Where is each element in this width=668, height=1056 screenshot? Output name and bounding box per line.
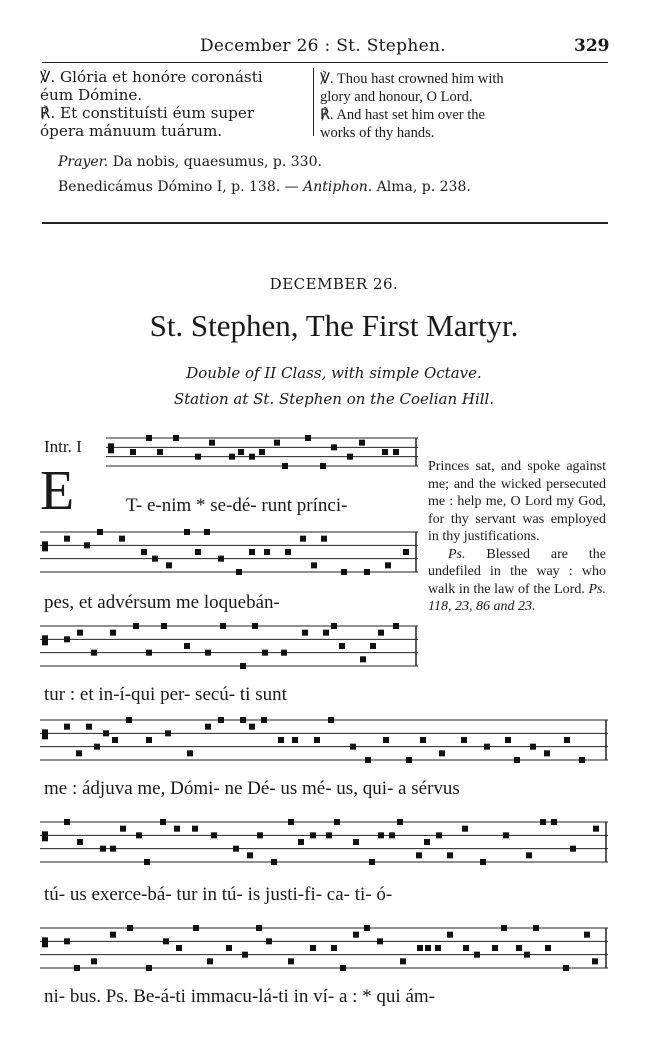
psalm-label: Ps.	[448, 546, 466, 562]
neume	[300, 536, 306, 542]
neume	[579, 757, 585, 763]
neume	[91, 958, 97, 964]
neume	[240, 663, 246, 669]
neume	[133, 623, 139, 629]
versicle-english-line: works of thy hands.	[320, 125, 435, 141]
neume	[187, 750, 193, 756]
neume	[160, 819, 166, 825]
neume	[370, 643, 376, 649]
neume	[126, 717, 132, 723]
neume	[530, 744, 536, 750]
c-clef	[42, 831, 48, 841]
neume	[369, 859, 375, 865]
neume	[503, 832, 509, 838]
neume	[211, 832, 217, 838]
neume	[146, 737, 152, 743]
versicle-latin-line: ópera mánuum tuárum.	[40, 122, 223, 140]
lyric-line-6: ni- bus. Ps. Be-á-ti immacu-lá-ti in ví- a : * qui ám-	[44, 986, 436, 1007]
neume	[163, 938, 169, 944]
c-clef	[42, 635, 48, 645]
neume	[229, 454, 235, 460]
neume	[420, 737, 426, 743]
versicle-latin-line: éum Dómine.	[40, 86, 143, 104]
neume	[252, 623, 258, 629]
neume	[64, 724, 70, 730]
page-number: 329	[574, 36, 610, 56]
neume	[64, 938, 70, 944]
neume	[492, 945, 498, 951]
neume	[195, 454, 201, 460]
neume	[97, 529, 103, 535]
neume	[347, 454, 353, 460]
versicle-english-line: ℟. And hast set him over the	[320, 107, 485, 123]
neume	[321, 536, 327, 542]
antiphon-text: Alma, p. 238.	[376, 179, 471, 195]
neume	[120, 826, 126, 832]
neume	[278, 737, 284, 743]
neume	[76, 750, 82, 756]
neume	[205, 650, 211, 656]
neume	[436, 832, 442, 838]
feast-station: Station at St. Stephen on the Coelian Hill.	[173, 390, 495, 408]
neume	[439, 750, 445, 756]
versicle-english-line: glory and honour, O Lord.	[320, 89, 473, 105]
lyric-line-3: tur : et in-í-qui per- secú- ti sunt	[44, 684, 287, 705]
neume	[136, 832, 142, 838]
neume	[393, 623, 399, 629]
neume	[152, 556, 158, 562]
neume	[350, 744, 356, 750]
neume	[264, 549, 270, 555]
neume	[592, 958, 598, 964]
neume	[271, 859, 277, 865]
c-clef	[42, 729, 48, 739]
neume	[281, 650, 287, 656]
neume	[526, 852, 532, 858]
neume	[323, 630, 329, 636]
neume	[378, 630, 384, 636]
neume	[144, 859, 150, 865]
neume	[417, 945, 423, 951]
translation-text: Princes sat, and spoke against me; and the wicked persecuted me : help me, O Lord my God, for thy servant was employed in thy justifications.	[428, 459, 606, 544]
neume	[233, 846, 239, 852]
versicle-english	[320, 70, 610, 142]
chant-staff-5	[40, 818, 608, 870]
neume	[184, 529, 190, 535]
c-clef	[108, 443, 114, 453]
translation-psalm	[428, 546, 606, 616]
neume	[385, 562, 391, 568]
neume	[184, 643, 190, 649]
neume	[64, 819, 70, 825]
neume	[524, 952, 530, 958]
neume	[331, 444, 337, 450]
feast-rank: Double of II Class, with simple Octave.	[186, 364, 482, 382]
neume	[424, 839, 430, 845]
psalm-reference: Ps. 118, 23, 86 and 23.	[428, 581, 606, 614]
neume	[249, 724, 255, 730]
neume	[236, 569, 242, 575]
neume	[141, 549, 147, 555]
neume	[84, 542, 90, 548]
neume	[292, 737, 298, 743]
neume	[570, 846, 576, 852]
lyric-line-2: pes, et advérsum me loquebán-	[44, 592, 280, 613]
versicle-latin	[40, 68, 308, 140]
neume	[165, 730, 171, 736]
neume	[435, 945, 441, 951]
neume	[226, 945, 232, 951]
neume	[339, 643, 345, 649]
neume	[146, 965, 152, 971]
neume	[564, 737, 570, 743]
neume	[311, 562, 317, 568]
neume	[584, 932, 590, 938]
neume	[305, 435, 311, 441]
neume	[259, 449, 265, 455]
neume	[340, 965, 346, 971]
c-clef	[42, 541, 48, 551]
lyric-line-5: tú- us exerce-bá- tur in tú- is justi-fi- ca- ti- ó-	[44, 884, 393, 905]
neume	[551, 819, 557, 825]
lyric-line-1: T- e-nim * se-dé- runt prínci-	[126, 495, 348, 516]
neume	[173, 435, 179, 441]
neume	[257, 832, 263, 838]
neume	[302, 630, 308, 636]
initial-letter: E	[40, 460, 75, 522]
versicle-english-line: ℣. Thou hast crowned him with	[320, 71, 504, 87]
neume	[64, 636, 70, 642]
neume	[285, 549, 291, 555]
prayer-line	[58, 154, 322, 170]
prayer-text: Da nobis, quaesumus, p. 330.	[112, 154, 322, 170]
neume	[364, 569, 370, 575]
neume	[157, 449, 163, 455]
neume	[416, 852, 422, 858]
chant-staff-1	[106, 434, 418, 474]
neume	[359, 440, 365, 446]
neume	[130, 449, 136, 455]
neume	[461, 737, 467, 743]
neume	[204, 529, 210, 535]
neume	[377, 938, 383, 944]
feast-title: St. Stephen, The First Martyr.	[149, 308, 519, 343]
column-divider	[313, 68, 314, 136]
neume	[238, 449, 244, 455]
neume	[360, 656, 366, 662]
neume	[192, 826, 198, 832]
neume	[205, 724, 211, 730]
neume	[378, 832, 384, 838]
neume	[462, 826, 468, 832]
chant-staff-6	[40, 924, 608, 976]
chant-staff-3	[40, 622, 418, 674]
lyric-line-4: me : ádjuva me, Dómi- ne Dé- us mé- us, qui- a sérvus	[44, 778, 460, 799]
neume	[207, 958, 213, 964]
neume	[382, 449, 388, 455]
neume	[447, 852, 453, 858]
section-rule	[42, 222, 608, 224]
neume	[161, 623, 167, 629]
neume	[425, 945, 431, 951]
neume	[94, 744, 100, 750]
neume	[393, 449, 399, 455]
neume	[533, 925, 539, 931]
neume	[209, 440, 215, 446]
psalm-text: Blessed are the undefiled in the way : who walk in the law of the Lord.	[428, 546, 607, 597]
versicle-latin-line: ℟. Et constituísti éum super	[40, 104, 255, 122]
neume	[334, 819, 340, 825]
neume	[249, 549, 255, 555]
neume	[364, 925, 370, 931]
neume	[514, 757, 520, 763]
neume	[282, 463, 288, 469]
running-header	[0, 36, 668, 60]
neume	[544, 750, 550, 756]
neume	[166, 562, 172, 568]
neume	[501, 925, 507, 931]
neume	[174, 826, 180, 832]
neume	[146, 435, 152, 441]
neume	[218, 556, 224, 562]
prayer-label: Prayer.	[58, 154, 109, 170]
neume	[262, 650, 268, 656]
neume	[353, 839, 359, 845]
neume	[397, 819, 403, 825]
neume	[389, 832, 395, 838]
neume	[331, 623, 337, 629]
neume	[193, 925, 199, 931]
neume	[365, 757, 371, 763]
chant-staff-2	[40, 528, 418, 580]
neume	[383, 737, 389, 743]
neume	[545, 945, 551, 951]
neume	[403, 549, 409, 555]
neume	[220, 623, 226, 629]
neume	[112, 737, 118, 743]
c-clef	[42, 937, 48, 947]
header-rule	[42, 62, 608, 63]
benedicamus-line	[58, 179, 471, 195]
introit-label: Intr. I	[44, 437, 82, 456]
neume	[516, 945, 522, 951]
neume	[249, 454, 255, 460]
neume	[474, 952, 480, 958]
neume	[463, 945, 469, 951]
neume	[195, 549, 201, 555]
neume	[331, 945, 337, 951]
neume	[540, 819, 546, 825]
neume	[266, 938, 272, 944]
neume	[563, 965, 569, 971]
neume	[91, 650, 97, 656]
neume	[447, 932, 453, 938]
neume	[288, 958, 294, 964]
benedicamus-text: Benedicámus Dómino I, p. 138. —	[58, 179, 299, 195]
neume	[320, 463, 326, 469]
neume	[77, 839, 83, 845]
neume	[77, 630, 83, 636]
neume	[176, 945, 182, 951]
neume	[74, 965, 80, 971]
neume	[240, 717, 246, 723]
neume	[484, 744, 490, 750]
neume	[110, 846, 116, 852]
antiphon-label: Antiphon.	[303, 179, 373, 195]
neume	[288, 819, 294, 825]
neume	[314, 737, 320, 743]
feast-date: DECEMBER 26.	[269, 275, 399, 293]
neume	[261, 717, 267, 723]
neume	[328, 717, 334, 723]
neume	[110, 932, 116, 938]
neume	[400, 958, 406, 964]
neume	[310, 945, 316, 951]
neume	[100, 846, 106, 852]
neume	[326, 832, 332, 838]
neume	[110, 630, 116, 636]
chant-staff-4	[40, 716, 608, 768]
neume	[242, 952, 248, 958]
neume	[127, 925, 133, 931]
neume	[274, 440, 280, 446]
neume	[406, 757, 412, 763]
neume	[298, 839, 304, 845]
neume	[353, 932, 359, 938]
neume	[310, 832, 316, 838]
neume	[593, 826, 599, 832]
neume	[218, 717, 224, 723]
neume	[247, 852, 253, 858]
neume	[119, 536, 125, 542]
neume	[341, 569, 347, 575]
versicle-latin-line: ℣. Glória et honóre coronásti	[40, 68, 263, 86]
neume	[103, 730, 109, 736]
neume	[256, 925, 262, 931]
neume	[505, 737, 511, 743]
neume	[64, 536, 70, 542]
introit-translation	[428, 458, 606, 616]
running-title: December 26 : St. Stephen.	[200, 36, 446, 56]
neume	[480, 859, 486, 865]
neume	[86, 724, 92, 730]
neume	[146, 650, 152, 656]
